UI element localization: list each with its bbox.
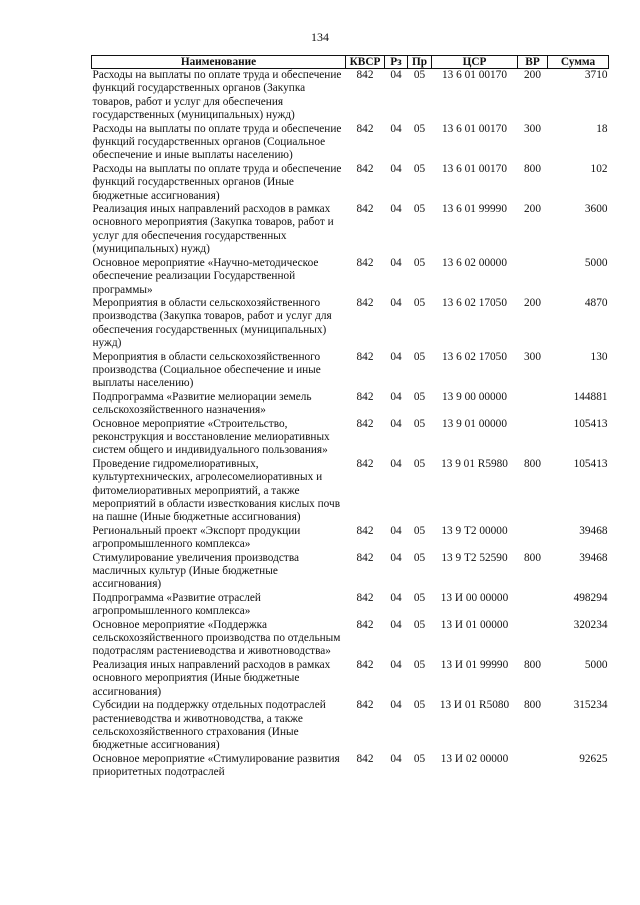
- row-summa: 498294: [573, 591, 608, 604]
- row-pr: 05: [413, 256, 426, 269]
- row-csr: 13 И 01 99990: [440, 658, 509, 671]
- row-kvsr: 842: [356, 591, 374, 604]
- row-vr: 300: [524, 350, 541, 363]
- row-kvsr: 842: [356, 296, 374, 309]
- row-csr: 13 9 01 00000: [442, 417, 507, 430]
- row-summa: 102: [590, 162, 608, 175]
- row-summa: 144881: [573, 390, 608, 403]
- row-rz: 04: [390, 752, 402, 765]
- row-vr: 800: [524, 162, 541, 175]
- row-vr: [518, 418, 548, 458]
- row-rz: 04: [390, 69, 402, 81]
- row-rz: 04: [390, 256, 402, 269]
- row-summa: 105413: [573, 417, 608, 430]
- row-csr: 13 9 Т2 52590: [441, 551, 508, 564]
- table-row: [92, 592, 609, 619]
- row-pr: 05: [413, 350, 426, 363]
- row-csr: 13 6 02 00000: [442, 256, 507, 269]
- row-rz: 04: [390, 699, 402, 712]
- row-vr: 800: [524, 551, 541, 564]
- row-summa: 92625: [579, 752, 608, 765]
- row-rz: 04: [390, 658, 402, 671]
- row-pr: 05: [413, 122, 426, 135]
- row-rz: 04: [390, 524, 402, 537]
- row-name: Подпрограмма «Развитие мелиорации земель сельскохозяйственного назначения»: [92, 390, 312, 417]
- row-pr: 05: [413, 699, 426, 712]
- row-name: Расходы на выплаты по оплате труда и обеспечение функций государственных органов (Социальное обеспечение и иные выплаты населению): [92, 122, 342, 162]
- row-vr: [518, 753, 548, 780]
- row-name: Реализация иных направлений расходов в рамках основного мероприятия (Закупка товаров, работ и услуг для обеспечения государственных (муниципальных) нужд): [92, 203, 334, 256]
- row-summa: 320234: [573, 618, 608, 631]
- row-vr: [518, 592, 548, 619]
- row-rz: 04: [390, 618, 402, 631]
- header-kvsr: КВСР: [346, 56, 385, 69]
- table-row: [92, 659, 609, 699]
- row-kvsr: 842: [356, 417, 374, 430]
- row-vr: 200: [524, 203, 541, 216]
- row-kvsr: 842: [356, 390, 374, 403]
- row-csr: 13 И 02 00000: [440, 752, 509, 765]
- row-kvsr: 842: [356, 256, 374, 269]
- row-kvsr: 842: [356, 69, 374, 81]
- row-rz: 04: [390, 203, 402, 216]
- row-name: Субсидии на поддержку отдельных подотраслей растениеводства и животноводства, а также сельскохозяйственного страхования (Иные бюджетные ассигнования): [92, 699, 326, 752]
- table-row: [92, 552, 609, 592]
- row-vr: 200: [524, 296, 541, 309]
- row-summa: 105413: [573, 457, 608, 470]
- row-kvsr: 842: [356, 122, 374, 135]
- row-csr: 13 9 Т2 00000: [441, 524, 508, 537]
- row-vr: 300: [524, 122, 541, 135]
- row-pr: 05: [413, 658, 426, 671]
- row-pr: 05: [413, 203, 426, 216]
- header-summa: Сумма: [548, 56, 609, 69]
- row-csr: 13 6 01 99990: [442, 203, 507, 216]
- row-rz: 04: [390, 162, 402, 175]
- row-rz: 04: [390, 551, 402, 564]
- row-name: Основное мероприятие «Строительство, реконструкция и восстановление мелиоративных систем общего и индивидуального пользования»: [92, 417, 330, 457]
- table-row: [92, 391, 609, 418]
- row-summa: 39468: [579, 551, 608, 564]
- row-name: Мероприятия в области сельскохозяйственного производства (Закупка товаров, работ и услуг для обеспечения государственных (муниципальных) нужд): [92, 296, 332, 350]
- row-kvsr: 842: [356, 752, 374, 765]
- row-summa: 5000: [584, 256, 608, 269]
- row-name: Основное мероприятие «Поддержка сельскохозяйственного производства по отдельным подотраслям растениеводства и животноводства»: [92, 618, 341, 658]
- row-kvsr: 842: [356, 658, 374, 671]
- row-csr: 13 6 01 00170: [442, 122, 507, 135]
- row-kvsr: 842: [356, 618, 374, 631]
- header-csr: ЦСР: [432, 56, 518, 69]
- row-csr: 13 9 00 00000: [442, 390, 507, 403]
- row-csr: 13 6 01 00170: [442, 69, 507, 81]
- row-pr: 05: [413, 618, 426, 631]
- row-summa: 3710: [584, 69, 608, 81]
- page-number: 134: [311, 30, 329, 44]
- table-row: [92, 619, 609, 659]
- row-vr: [518, 525, 548, 552]
- row-summa: 130: [590, 350, 608, 363]
- row-kvsr: 842: [356, 162, 374, 175]
- row-summa: 4870: [584, 296, 608, 309]
- table-row: [92, 753, 609, 780]
- row-summa: 5000: [584, 658, 608, 671]
- row-pr: 05: [413, 162, 426, 175]
- table-row: [92, 257, 609, 297]
- row-name: Расходы на выплаты по оплате труда и обеспечение функций государственных органов (Иные бюджетные ассигнования): [92, 162, 342, 202]
- row-pr: 05: [413, 551, 426, 564]
- header-vr: ВР: [518, 56, 548, 69]
- row-name: Региональный проект «Экспорт продукции агропромышленного комплекса»: [92, 524, 301, 551]
- table-row: [92, 123, 609, 163]
- row-csr: 13 6 01 00170: [442, 162, 507, 175]
- row-kvsr: 842: [356, 551, 374, 564]
- row-summa: 18: [596, 122, 608, 135]
- budget-table: [91, 55, 609, 780]
- row-vr: [518, 619, 548, 659]
- row-kvsr: 842: [356, 350, 374, 363]
- table-header-row: [92, 56, 609, 69]
- row-summa: 39468: [579, 524, 608, 537]
- row-rz: 04: [390, 390, 402, 403]
- row-rz: 04: [390, 591, 402, 604]
- row-name: Расходы на выплаты по оплате труда и обеспечение функций государственных органов (Закупка товаров, работ и услуг для обеспечения государственных (муниципальных) нужд): [92, 69, 342, 122]
- header-pr: Пр: [408, 56, 432, 69]
- row-rz: 04: [390, 417, 402, 430]
- header-name: Наименование: [92, 56, 346, 69]
- table-row: [92, 458, 609, 525]
- row-name: Подпрограмма «Развитие отраслей агропромышленного комплекса»: [92, 591, 261, 618]
- row-vr: 800: [524, 457, 541, 470]
- row-pr: 05: [413, 752, 426, 765]
- row-rz: 04: [390, 296, 402, 309]
- row-rz: 04: [390, 457, 402, 470]
- row-vr: [518, 391, 548, 418]
- row-summa: 315234: [573, 699, 608, 712]
- row-csr: 13 9 01 R5980: [441, 457, 508, 470]
- row-csr: 13 6 02 17050: [442, 350, 507, 363]
- row-vr: 800: [524, 658, 541, 671]
- row-vr: [518, 257, 548, 297]
- row-kvsr: 842: [356, 203, 374, 216]
- row-rz: 04: [390, 350, 402, 363]
- row-kvsr: 842: [356, 457, 374, 470]
- row-summa: 3600: [584, 203, 608, 216]
- header-rz: Рз: [385, 56, 408, 69]
- table-row: [92, 418, 609, 458]
- table-row: [92, 525, 609, 552]
- row-rz: 04: [390, 122, 402, 135]
- row-pr: 05: [413, 69, 426, 81]
- row-name: Основное мероприятие «Научно-методическое обеспечение реализации Государственной программы»: [92, 256, 319, 296]
- row-pr: 05: [413, 390, 426, 403]
- table-row: [92, 163, 609, 203]
- row-kvsr: 842: [356, 699, 374, 712]
- row-name: Мероприятия в области сельскохозяйственного производства (Социальное обеспечение и иные выплаты населению): [92, 350, 321, 390]
- row-name: Проведение гидромелиоративных, культуртехнических, агролесомелиоративных и фитомелиоративных мероприятий, а также мероприятий в области известкования кислых почв на пашне (Иные бюджетные ассигнования): [92, 457, 341, 524]
- row-pr: 05: [413, 417, 426, 430]
- row-name: Стимулирование увеличения производства масличных культур (Иные бюджетные ассигнования): [92, 551, 300, 591]
- row-pr: 05: [413, 591, 426, 604]
- row-vr: 200: [524, 69, 541, 81]
- row-pr: 05: [413, 296, 426, 309]
- table-row: [92, 699, 609, 753]
- row-kvsr: 842: [356, 524, 374, 537]
- row-vr: 800: [524, 699, 541, 712]
- row-csr: 13 И 01 R5080: [439, 699, 510, 712]
- row-name: Основное мероприятие «Стимулирование развития приоритетных подотраслей: [92, 752, 340, 779]
- row-pr: 05: [413, 524, 426, 537]
- table-row: [92, 297, 609, 351]
- row-csr: 13 6 02 17050: [442, 296, 507, 309]
- row-pr: 05: [413, 457, 426, 470]
- table-row: [92, 203, 609, 257]
- table-row: [92, 351, 609, 391]
- row-csr: 13 И 00 00000: [440, 591, 509, 604]
- row-name: Реализация иных направлений расходов в рамках основного мероприятия (Иные бюджетные ассигнования): [92, 658, 331, 698]
- table-row: [92, 69, 609, 123]
- row-csr: 13 И 01 00000: [440, 618, 509, 631]
